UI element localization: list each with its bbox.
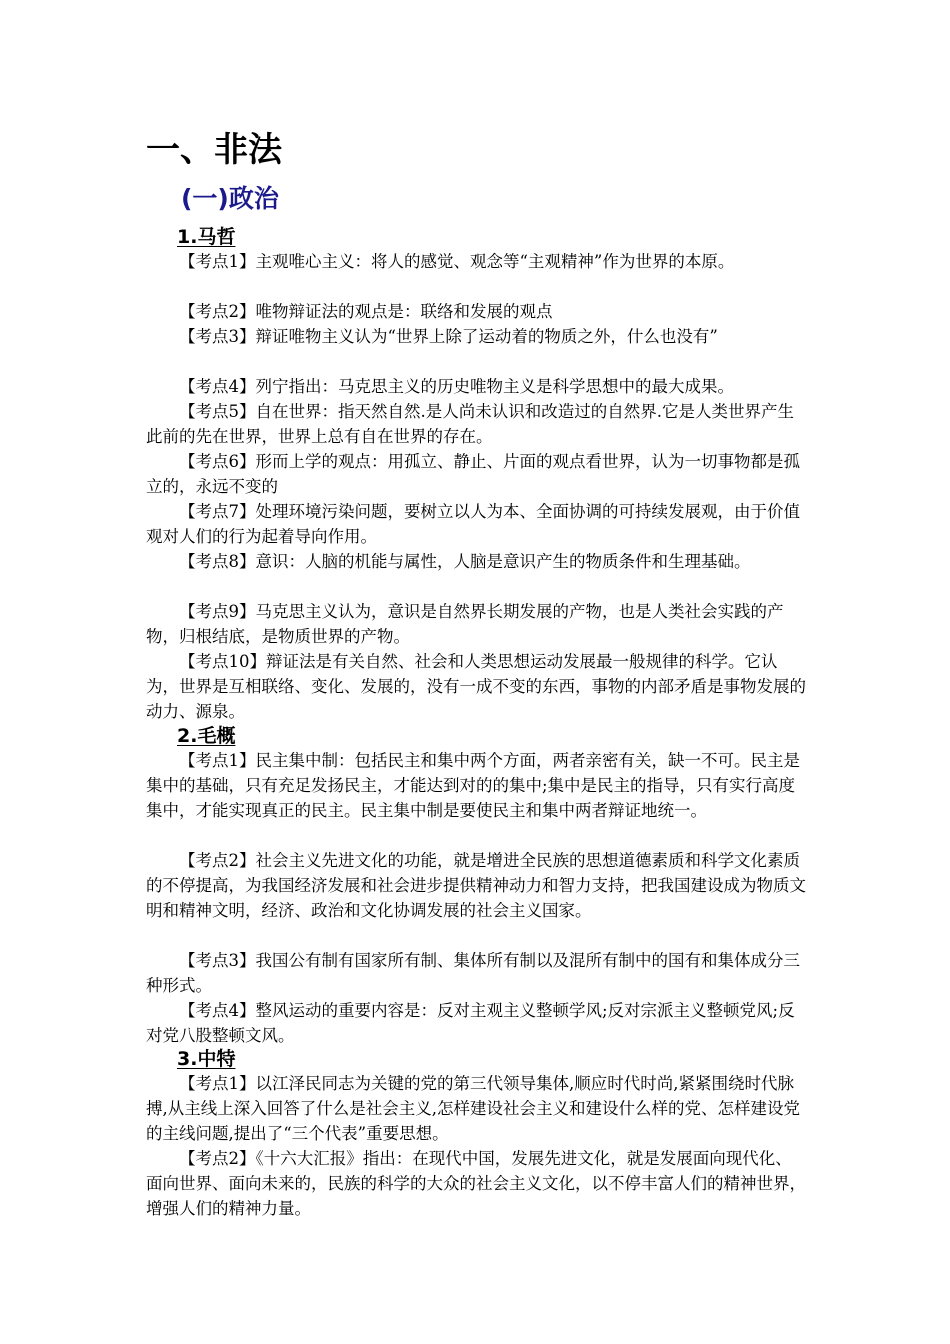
chapter-heading: 一、非法 [146, 130, 282, 170]
subsection-title-maogai: 2.毛概 [177, 725, 236, 747]
paragraph-kaodian: 【考点2】唯物辩证法的观点是：联络和发展的观点 [179, 302, 553, 321]
paragraph-kaodian: 【考点3】辩证唯物主义认为“世界上除了运动着的物质之外，什么也没有” [179, 327, 718, 346]
paragraph-kaodian: 【考点1】以江泽民同志为关键的党的第三代领导集体,顺应时代时尚,紧紧围绕时代脉搏,从主线上深入回答了什么是社会主义,怎样建设社会主义和建设什么样的党、怎样建设党的主线问题,提出了“三个代表”重要思想。 [146, 1074, 800, 1143]
paragraph-kaodian: 【考点2】《十六大汇报》指出：在现代中国，发展先进文化，就是发展面向现代化、面向世界、面向未来的，民族的科学的大众的社会主义文化，以不停丰富人们的精神世界，增强人们的精神力量。 [146, 1149, 806, 1218]
subsection-title-mazhe: 1.马哲 [177, 226, 236, 248]
paragraph-kaodian: 【考点7】处理环境污染问题，要树立以人为本、全面协调的可持续发展观，由于价值观对人们的行为起着导向作用。 [146, 502, 800, 546]
paragraph-kaodian: 【考点9】马克思主义认为，意识是自然界长期发展的产物，也是人类社会实践的产物，归根结底，是物质世界的产物。 [146, 602, 784, 646]
paragraph-kaodian: 【考点5】自在世界：指天然自然.是人尚未认识和改造过的自然界.它是人类世界产生此前的先在世界，世界上总有自在世界的存在。 [146, 402, 794, 446]
paragraph-kaodian: 【考点1】民主集中制：包括民主和集中两个方面，两者亲密有关，缺一不可。民主是集中的基础，只有充足发扬民主，才能达到对的的集中;集中是民主的指导，只有实行高度集中，才能实现真正的民主。民主集中制是要使民主和集中两者辩证地统一。 [146, 751, 800, 820]
paragraph-kaodian: 【考点8】意识：人脑的机能与属性，人脑是意识产生的物质条件和生理基础。 [179, 552, 751, 571]
paragraph-kaodian: 【考点2】社会主义先进文化的功能，就是增进全民族的思想道德素质和科学文化素质的不停提高，为我国经济发展和社会进步提供精神动力和智力支持，把我国建设成为物质文明和精神文明，经济、政治和文化协调发展的社会主义国家。 [146, 851, 806, 920]
paragraph-kaodian: 【考点3】我国公有制有国家所有制、集体所有制以及混所有制中的国有和集体成分三种形式。 [146, 951, 800, 995]
section-heading: (一)政治 [181, 184, 279, 213]
subsection-title-zhongte: 3.中特 [177, 1048, 236, 1070]
paragraph-kaodian: 【考点4】列宁指出：马克思主义的历史唯物主义是科学思想中的最大成果。 [179, 377, 734, 396]
paragraph-kaodian: 【考点1】主观唯心主义：将人的感觉、观念等“主观精神”作为世界的本原。 [179, 252, 735, 271]
paragraph-kaodian: 【考点6】形而上学的观点：用孤立、静止、片面的观点看世界，认为一切事物都是孤立的，永远不变的 [146, 452, 800, 496]
paragraph-kaodian: 【考点10】辩证法是有关自然、社会和人类思想运动发展最一般规律的科学。它认为，世界是互相联络、变化、发展的，没有一成不变的东西，事物的内部矛盾是事物发展的动力、源泉。 [146, 652, 806, 721]
paragraph-kaodian: 【考点4】整风运动的重要内容是：反对主观主义整顿学风;反对宗派主义整顿党风;反对党八股整顿文风。 [146, 1001, 795, 1045]
